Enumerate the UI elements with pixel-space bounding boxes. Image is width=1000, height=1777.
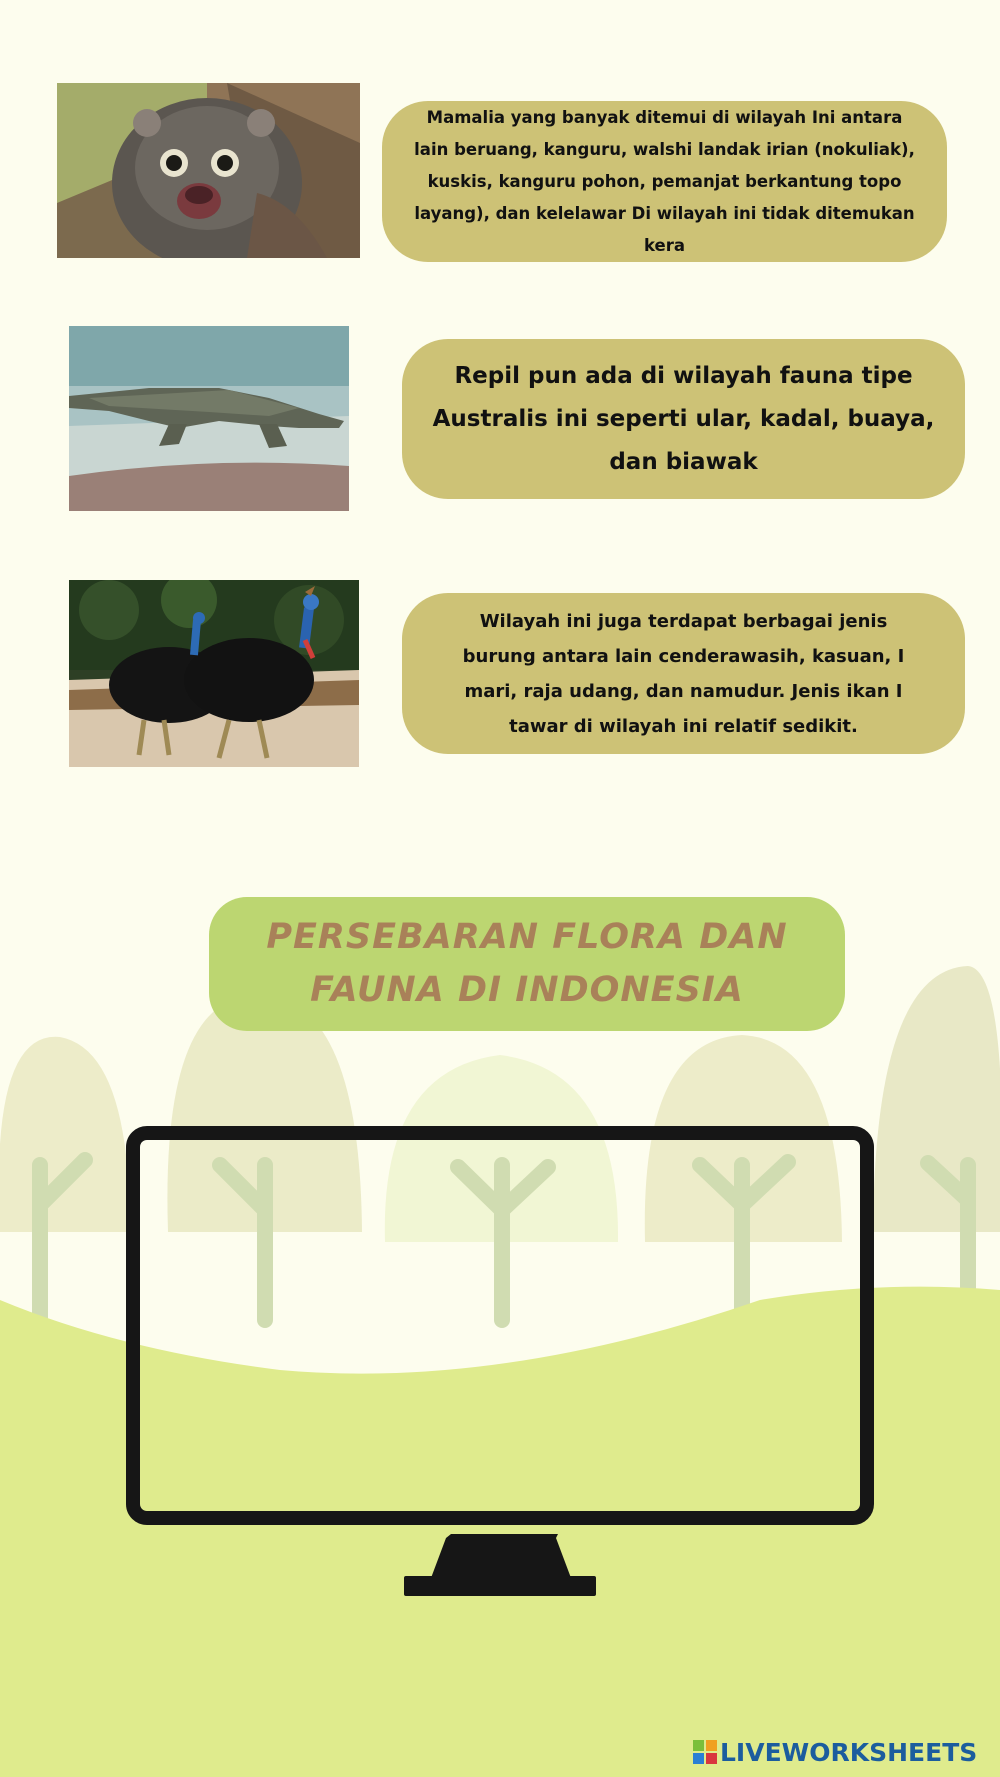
video-monitor-frame[interactable] [126,1126,874,1597]
cuscus-photo [57,83,360,258]
cassowary-photo [69,580,359,767]
monitor-stand [431,1534,571,1578]
liveworksheets-logo-icon [693,1740,717,1764]
crocodile-photo [69,326,349,511]
monitor-base [404,1576,596,1596]
description-bubble-mammals [382,101,947,262]
description-bubble-birds [402,593,965,754]
brand-name: LIVEWORKSHEETS [720,1737,978,1767]
title-banner [209,897,845,1031]
description-text-mammals: Mamalia yang banyak ditemui di wilayah Ini antara lain beruang, kanguru, walshi landak irian (nokuliak), kuskis, kanguru pohon, pemanjat berkantung topo layang), dan kelelawar Di wilayah ini tidak ditemukan kera [414,107,915,255]
description-bubble-reptiles [402,339,965,499]
liveworksheets-brand[interactable] [693,1737,977,1767]
description-text-birds: Wilayah ini juga terdapat berbagai jenis burung antara lain cenderawasih, kasuan, I mari, raja udang, dan namudur. Jenis ikan I tawar di wilayah ini relatif sedikit. [462,610,905,737]
page-title [266,911,787,1017]
tree-icon [873,966,1000,1232]
tree-icon [0,1037,130,1232]
title-line-1: PERSEBARAN FLORA DAN [266,917,788,957]
title-line-2: FAUNA DI INDONESIA [310,970,744,1010]
description-text-reptiles: Repil pun ada di wilayah fauna tipe Australis ini seperti ular, kadal, buaya, dan biawak [432,362,935,475]
